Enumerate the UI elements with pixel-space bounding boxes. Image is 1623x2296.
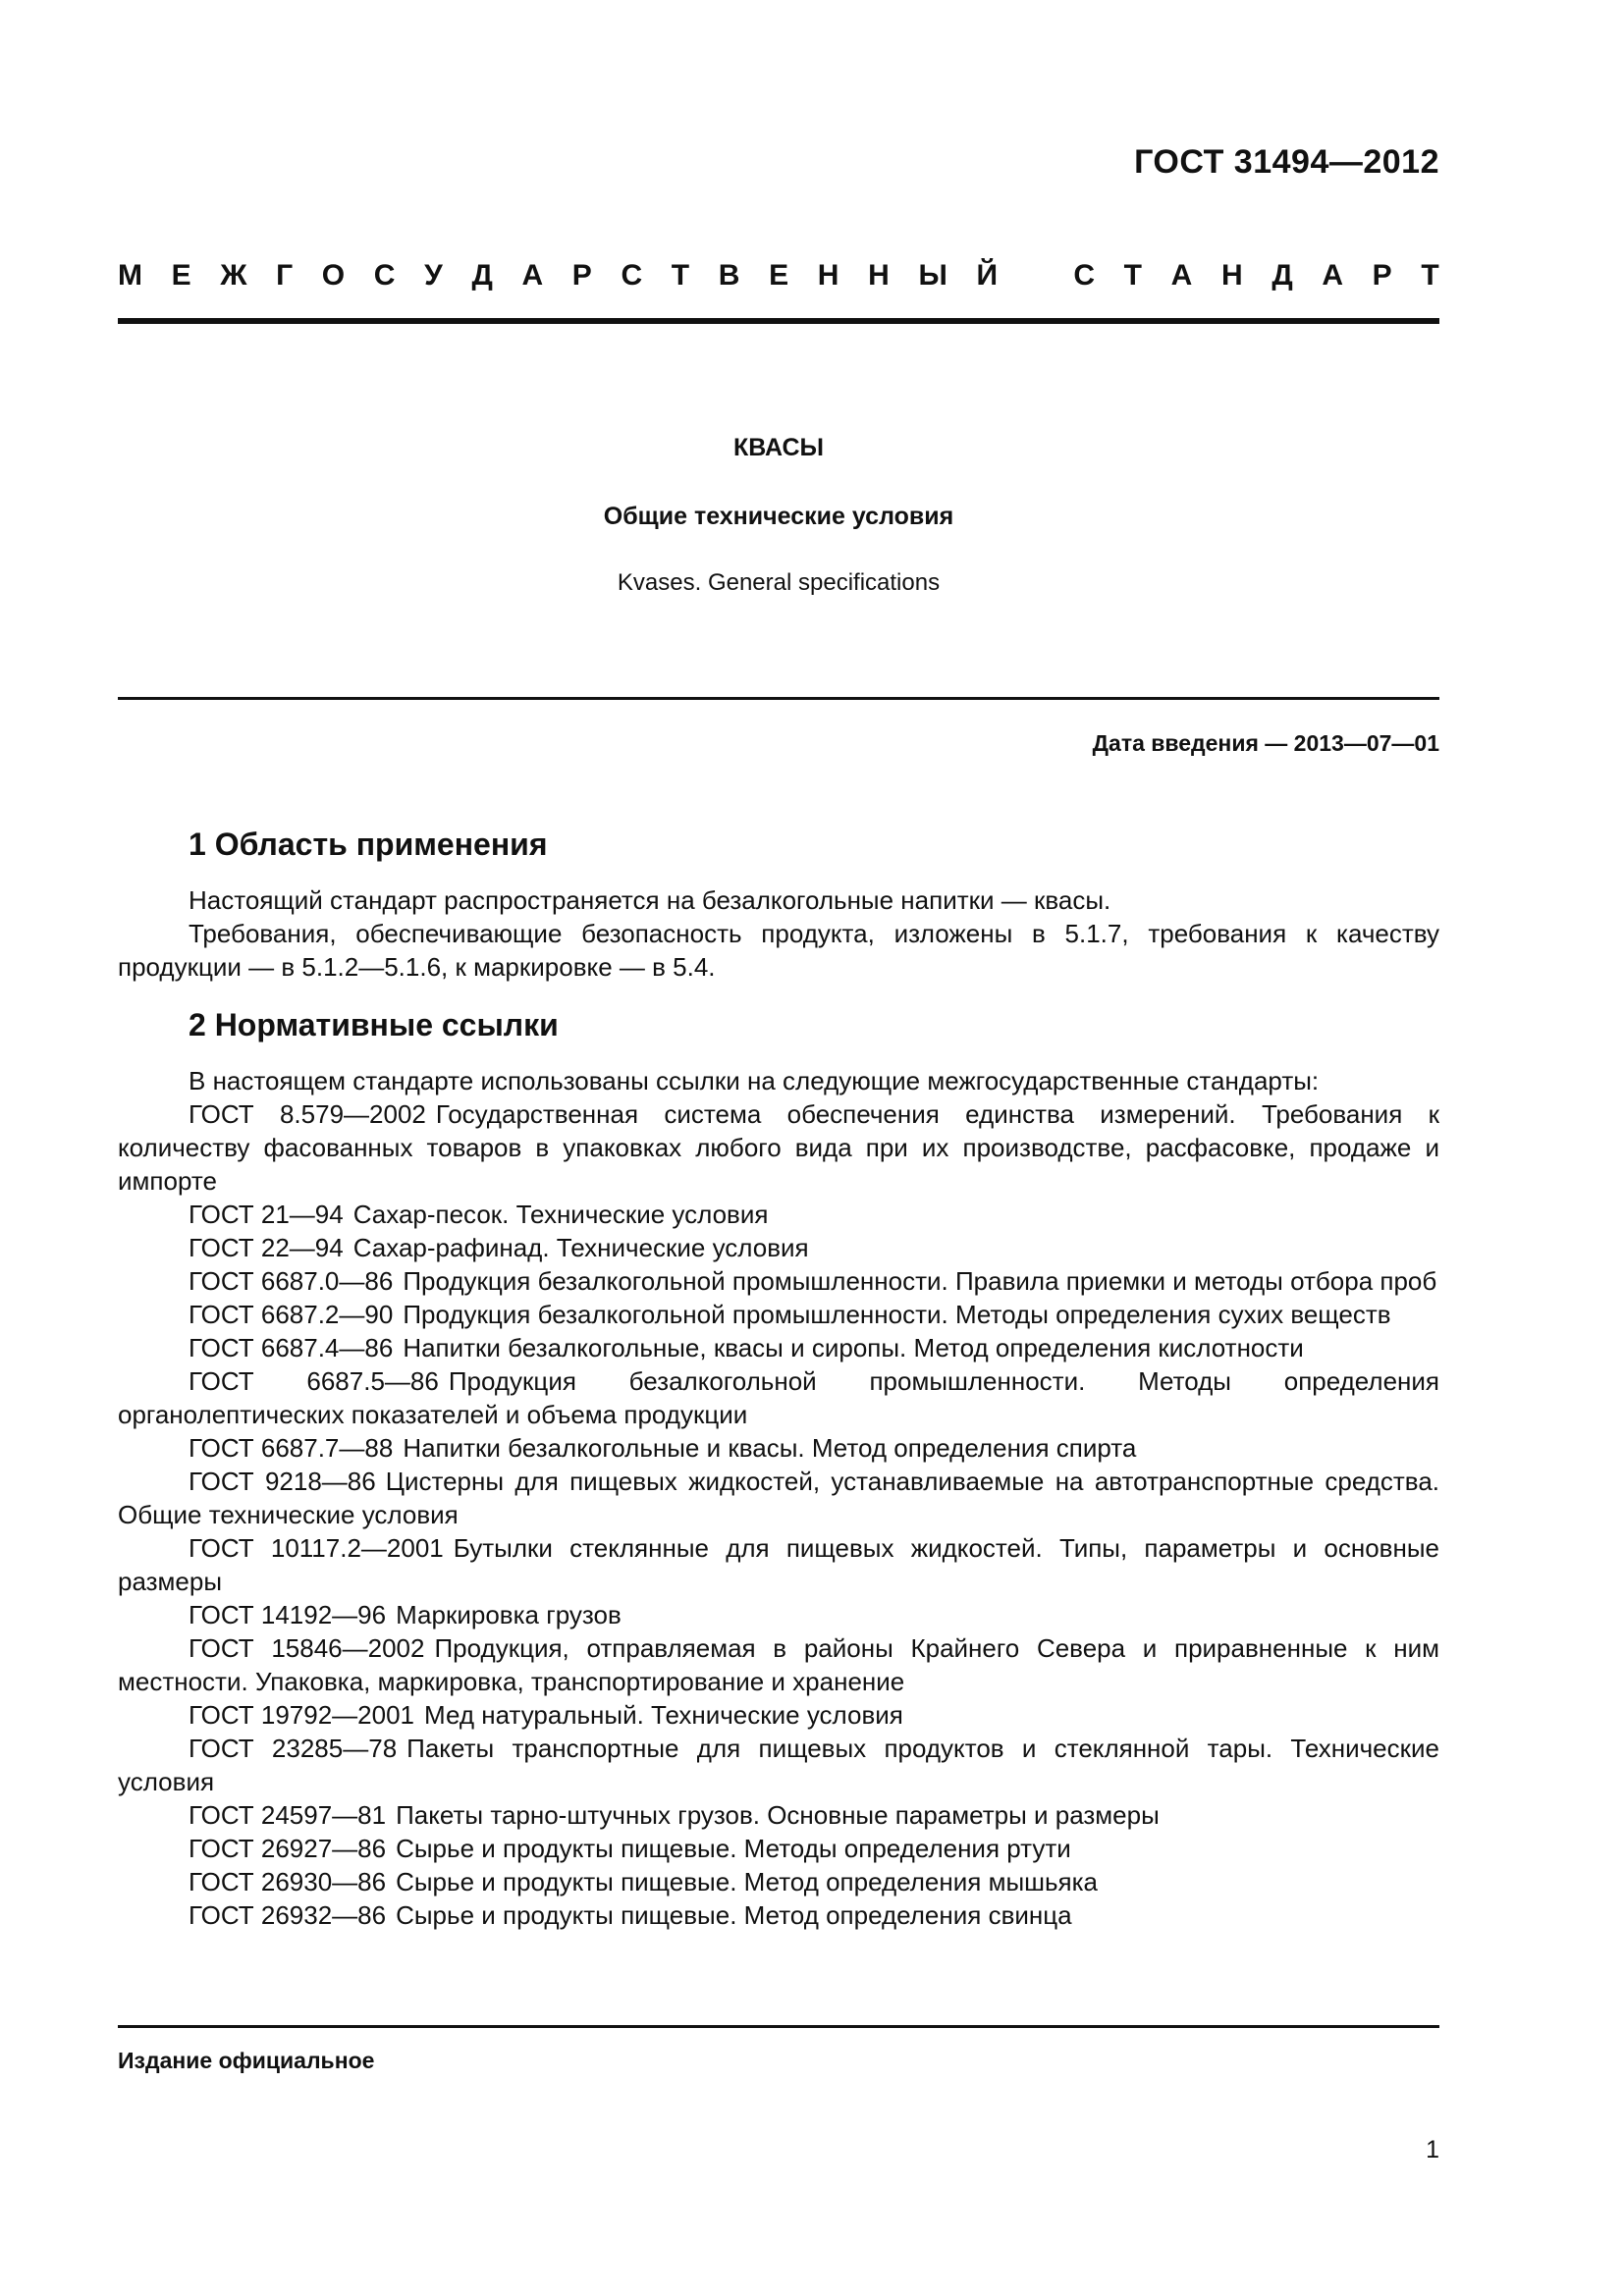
reference-item	[118, 1898, 1439, 1932]
document-type-letter: В	[718, 259, 740, 292]
reference-title: Бутылки стеклянные для пищевых жидкостей. Типы, параметры и основные размеры	[118, 1533, 1439, 1596]
reference-item	[118, 1865, 1439, 1898]
document-type-letter: Д	[1271, 259, 1293, 292]
reference-code: ГОСТ 6687.0—86	[189, 1266, 394, 1296]
document-body	[118, 823, 1439, 1932]
reference-code: ГОСТ 6687.4—86	[189, 1333, 394, 1362]
reference-item	[118, 1531, 1439, 1598]
document-type-letter: А	[1322, 259, 1344, 292]
document-type-letter: С	[621, 259, 643, 292]
reference-code: ГОСТ 19792—2001	[189, 1700, 415, 1730]
reference-item	[118, 1298, 1439, 1331]
reference-title: Пакеты тарно-штучных грузов. Основные параметры и размеры	[396, 1800, 1160, 1830]
page-number: 1	[1426, 2136, 1439, 2163]
reference-code: ГОСТ 10117.2—2001	[189, 1533, 444, 1563]
document-type-letter: Д	[471, 259, 493, 292]
introduction-date: Дата введения — 2013—07—01	[1092, 730, 1439, 756]
reference-item	[118, 1698, 1439, 1732]
reference-title: Сырье и продукты пищевые. Метод определения свинца	[396, 1900, 1072, 1930]
reference-title: Напитки безалкогольные и квасы. Метод определения спирта	[403, 1433, 1137, 1463]
reference-code: ГОСТ 22—94	[189, 1233, 344, 1262]
reference-title: Продукция безалкогольной промышленности. Методы определения органолептических показателей и объема продукции	[118, 1366, 1439, 1429]
reference-code: ГОСТ 15846—2002	[189, 1633, 425, 1663]
section-1-paragraph: Требования, обеспечивающие безопасность продукта, изложены в 5.1.7, требования к качеству продукции — в 5.1.2—5.1.6, к маркировке — в 5.4.	[118, 919, 1439, 982]
reference-item	[118, 1832, 1439, 1865]
reference-code: ГОСТ 24597—81	[189, 1800, 387, 1830]
reference-title: Цистерны для пищевых жидкостей, устанавливаемые на автотранспортные средства. Общие технические условия	[118, 1467, 1440, 1529]
reference-title: Сырье и продукты пищевые. Метод определения мышьяка	[396, 1867, 1099, 1896]
document-type-letter: Н	[1220, 259, 1243, 292]
reference-item	[118, 1231, 1439, 1264]
document-type-letter: Ы	[918, 259, 947, 292]
reference-item	[118, 1097, 1439, 1198]
reference-title: Напитки безалкогольные, квасы и сиропы. Метод определения кислотности	[403, 1333, 1304, 1362]
reference-item	[118, 1431, 1439, 1465]
document-type-letter: Р	[571, 259, 592, 292]
reference-title: Продукция безалкогольной промышленности. Правила приемки и методы отбора проб	[403, 1266, 1437, 1296]
section-2-intro: В настоящем стандарте использованы ссылки на следующие межгосударственные стандарты:	[189, 1066, 1320, 1095]
reference-title: Государственная система обеспечения единства измерений. Требования к количеству фасованных товаров в упаковках любого вида при их производстве, расфасовке, продаже и импорте	[118, 1099, 1439, 1196]
document-type-letter: Н	[868, 259, 890, 292]
reference-item	[118, 1732, 1439, 1798]
document-type-letter: Р	[1372, 259, 1392, 292]
document-subtitle: Общие технические условия	[603, 503, 954, 530]
document-type-letter: М	[118, 259, 142, 292]
reference-code: ГОСТ 23285—78	[189, 1734, 398, 1763]
document-type-letter: Е	[769, 259, 789, 292]
document-type-letter: Т	[1123, 259, 1142, 292]
document-type-letter: Н	[817, 259, 839, 292]
reference-title: Сахар-рафинад. Технические условия	[352, 1233, 809, 1262]
section-1-heading: 1 Область применения	[189, 827, 548, 862]
reference-title: Пакеты транспортные для пищевых продуктов и стеклянной тары. Технические условия	[118, 1734, 1439, 1796]
reference-item	[118, 1364, 1439, 1431]
document-type-letter: У	[424, 259, 443, 292]
document-type-letter: Г	[276, 259, 294, 292]
document-type-letter: Ж	[220, 259, 247, 292]
reference-code: ГОСТ 6687.2—90	[189, 1300, 394, 1329]
reference-code: ГОСТ 6687.5—86	[189, 1366, 439, 1396]
reference-code: ГОСТ 6687.7—88	[189, 1433, 394, 1463]
document-type-letter: Е	[171, 259, 191, 292]
document-title-english: Kvases. General specifications	[617, 569, 941, 596]
normative-references-list	[118, 1097, 1439, 1932]
document-type-letter: Й	[976, 259, 999, 292]
reference-title: Мед натуральный. Технические условия	[424, 1700, 903, 1730]
reference-title: Продукция, отправляемая в районы Крайнего Севера и приравненные к ним местности. Упаковка, маркировка, транспортирование и хранение	[118, 1633, 1439, 1696]
document-type-letter: С	[1073, 259, 1096, 292]
reference-item	[118, 1198, 1439, 1231]
reference-title: Сахар-песок. Технические условия	[352, 1200, 769, 1229]
document-type-letter	[1027, 259, 1045, 293]
reference-code: ГОСТ 26927—86	[189, 1834, 387, 1863]
reference-item	[118, 1465, 1439, 1531]
reference-item	[118, 1798, 1439, 1832]
document-type-letter: А	[521, 259, 544, 292]
section-1-paragraph: Настоящий стандарт распространяется на безалкогольные напитки — квасы.	[189, 885, 1111, 915]
reference-code: ГОСТ 14192—96	[189, 1600, 387, 1629]
title-divider	[118, 697, 1439, 700]
reference-item	[118, 1598, 1439, 1631]
document-number: ГОСТ 31494—2012	[1134, 143, 1439, 181]
edition-note: Издание официальное	[118, 2048, 375, 2073]
footer-divider	[118, 2025, 1439, 2028]
document-type-letter: О	[321, 259, 346, 292]
reference-code: ГОСТ 9218—86	[189, 1467, 376, 1496]
document-type-letter: С	[373, 259, 396, 292]
document-page	[118, 0, 1439, 2296]
reference-code: ГОСТ 26930—86	[189, 1867, 387, 1896]
document-type-letter: Т	[1421, 259, 1439, 292]
reference-code: ГОСТ 8.579—2002	[189, 1099, 426, 1129]
document-type-letter: А	[1170, 259, 1193, 292]
reference-title: Продукция безалкогольной промышленности. Методы определения сухих веществ	[403, 1300, 1391, 1329]
header-divider	[118, 318, 1439, 324]
reference-title: Маркировка грузов	[396, 1600, 622, 1629]
reference-item	[118, 1631, 1439, 1698]
document-type-heading	[118, 259, 1439, 293]
document-title: КВАСЫ	[732, 434, 825, 461]
reference-title: Сырье и продукты пищевые. Методы определения ртути	[396, 1834, 1071, 1863]
reference-item	[118, 1331, 1439, 1364]
document-type-letter: Т	[671, 259, 690, 292]
reference-code: ГОСТ 26932—86	[189, 1900, 387, 1930]
section-2-heading: 2 Нормативные ссылки	[189, 1007, 559, 1042]
reference-code: ГОСТ 21—94	[189, 1200, 344, 1229]
reference-item	[118, 1264, 1439, 1298]
